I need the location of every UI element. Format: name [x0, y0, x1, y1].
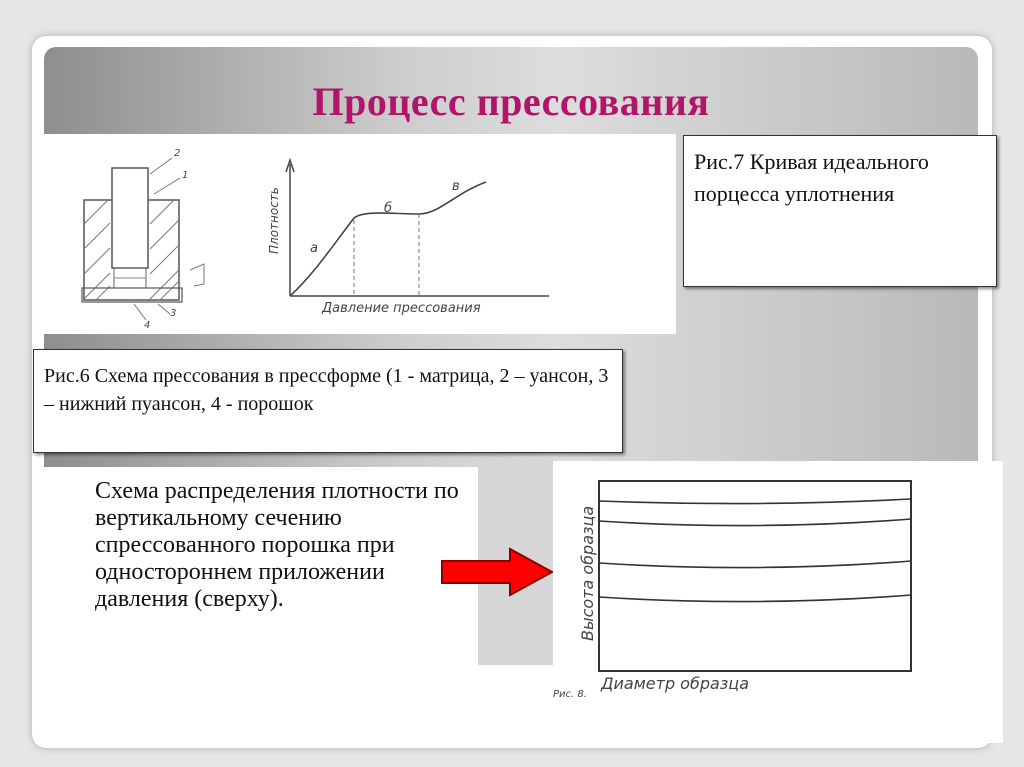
density-drawing: [553, 461, 1003, 743]
fig7-x-axis-label: Давление прессования: [322, 301, 481, 316]
slide-title: Процесс прессования: [312, 79, 710, 124]
density-distribution-figure: [553, 461, 1003, 743]
part-label-2: 2: [174, 148, 181, 159]
fig8-x-axis-label: Диаметр образца: [601, 674, 749, 693]
press-mould-figure: [34, 134, 676, 334]
arrow-right-icon: [440, 547, 555, 597]
fig8-y-axis-label: Высота образца: [578, 505, 597, 641]
fig7-stage-v: в: [452, 179, 460, 194]
part-label-4: 4: [144, 320, 151, 331]
part-label-3: 3: [170, 308, 177, 319]
fig7-stage-a: а: [310, 241, 318, 256]
part-label-1: 1: [182, 170, 189, 181]
fig8-caption: Рис. 8.: [553, 689, 587, 700]
fig7-stage-b: б: [384, 201, 393, 216]
description-text: Схема распределения плотности по вертикальному сечению спрессованного порошка при одностороннем приложении давления (сверху).: [95, 478, 459, 612]
figure7-caption: Рис.7 Кривая идеального порцесса уплотнения: [683, 135, 997, 287]
figure6-caption: Рис.6 Схема прессования в прессформе (1 - матрица, 2 – уансон, 3 – нижний пуансон, 4 - порошок: [33, 349, 623, 453]
fig7-y-axis-label: Плотность: [267, 187, 281, 254]
press-mould-drawing: [34, 134, 676, 334]
